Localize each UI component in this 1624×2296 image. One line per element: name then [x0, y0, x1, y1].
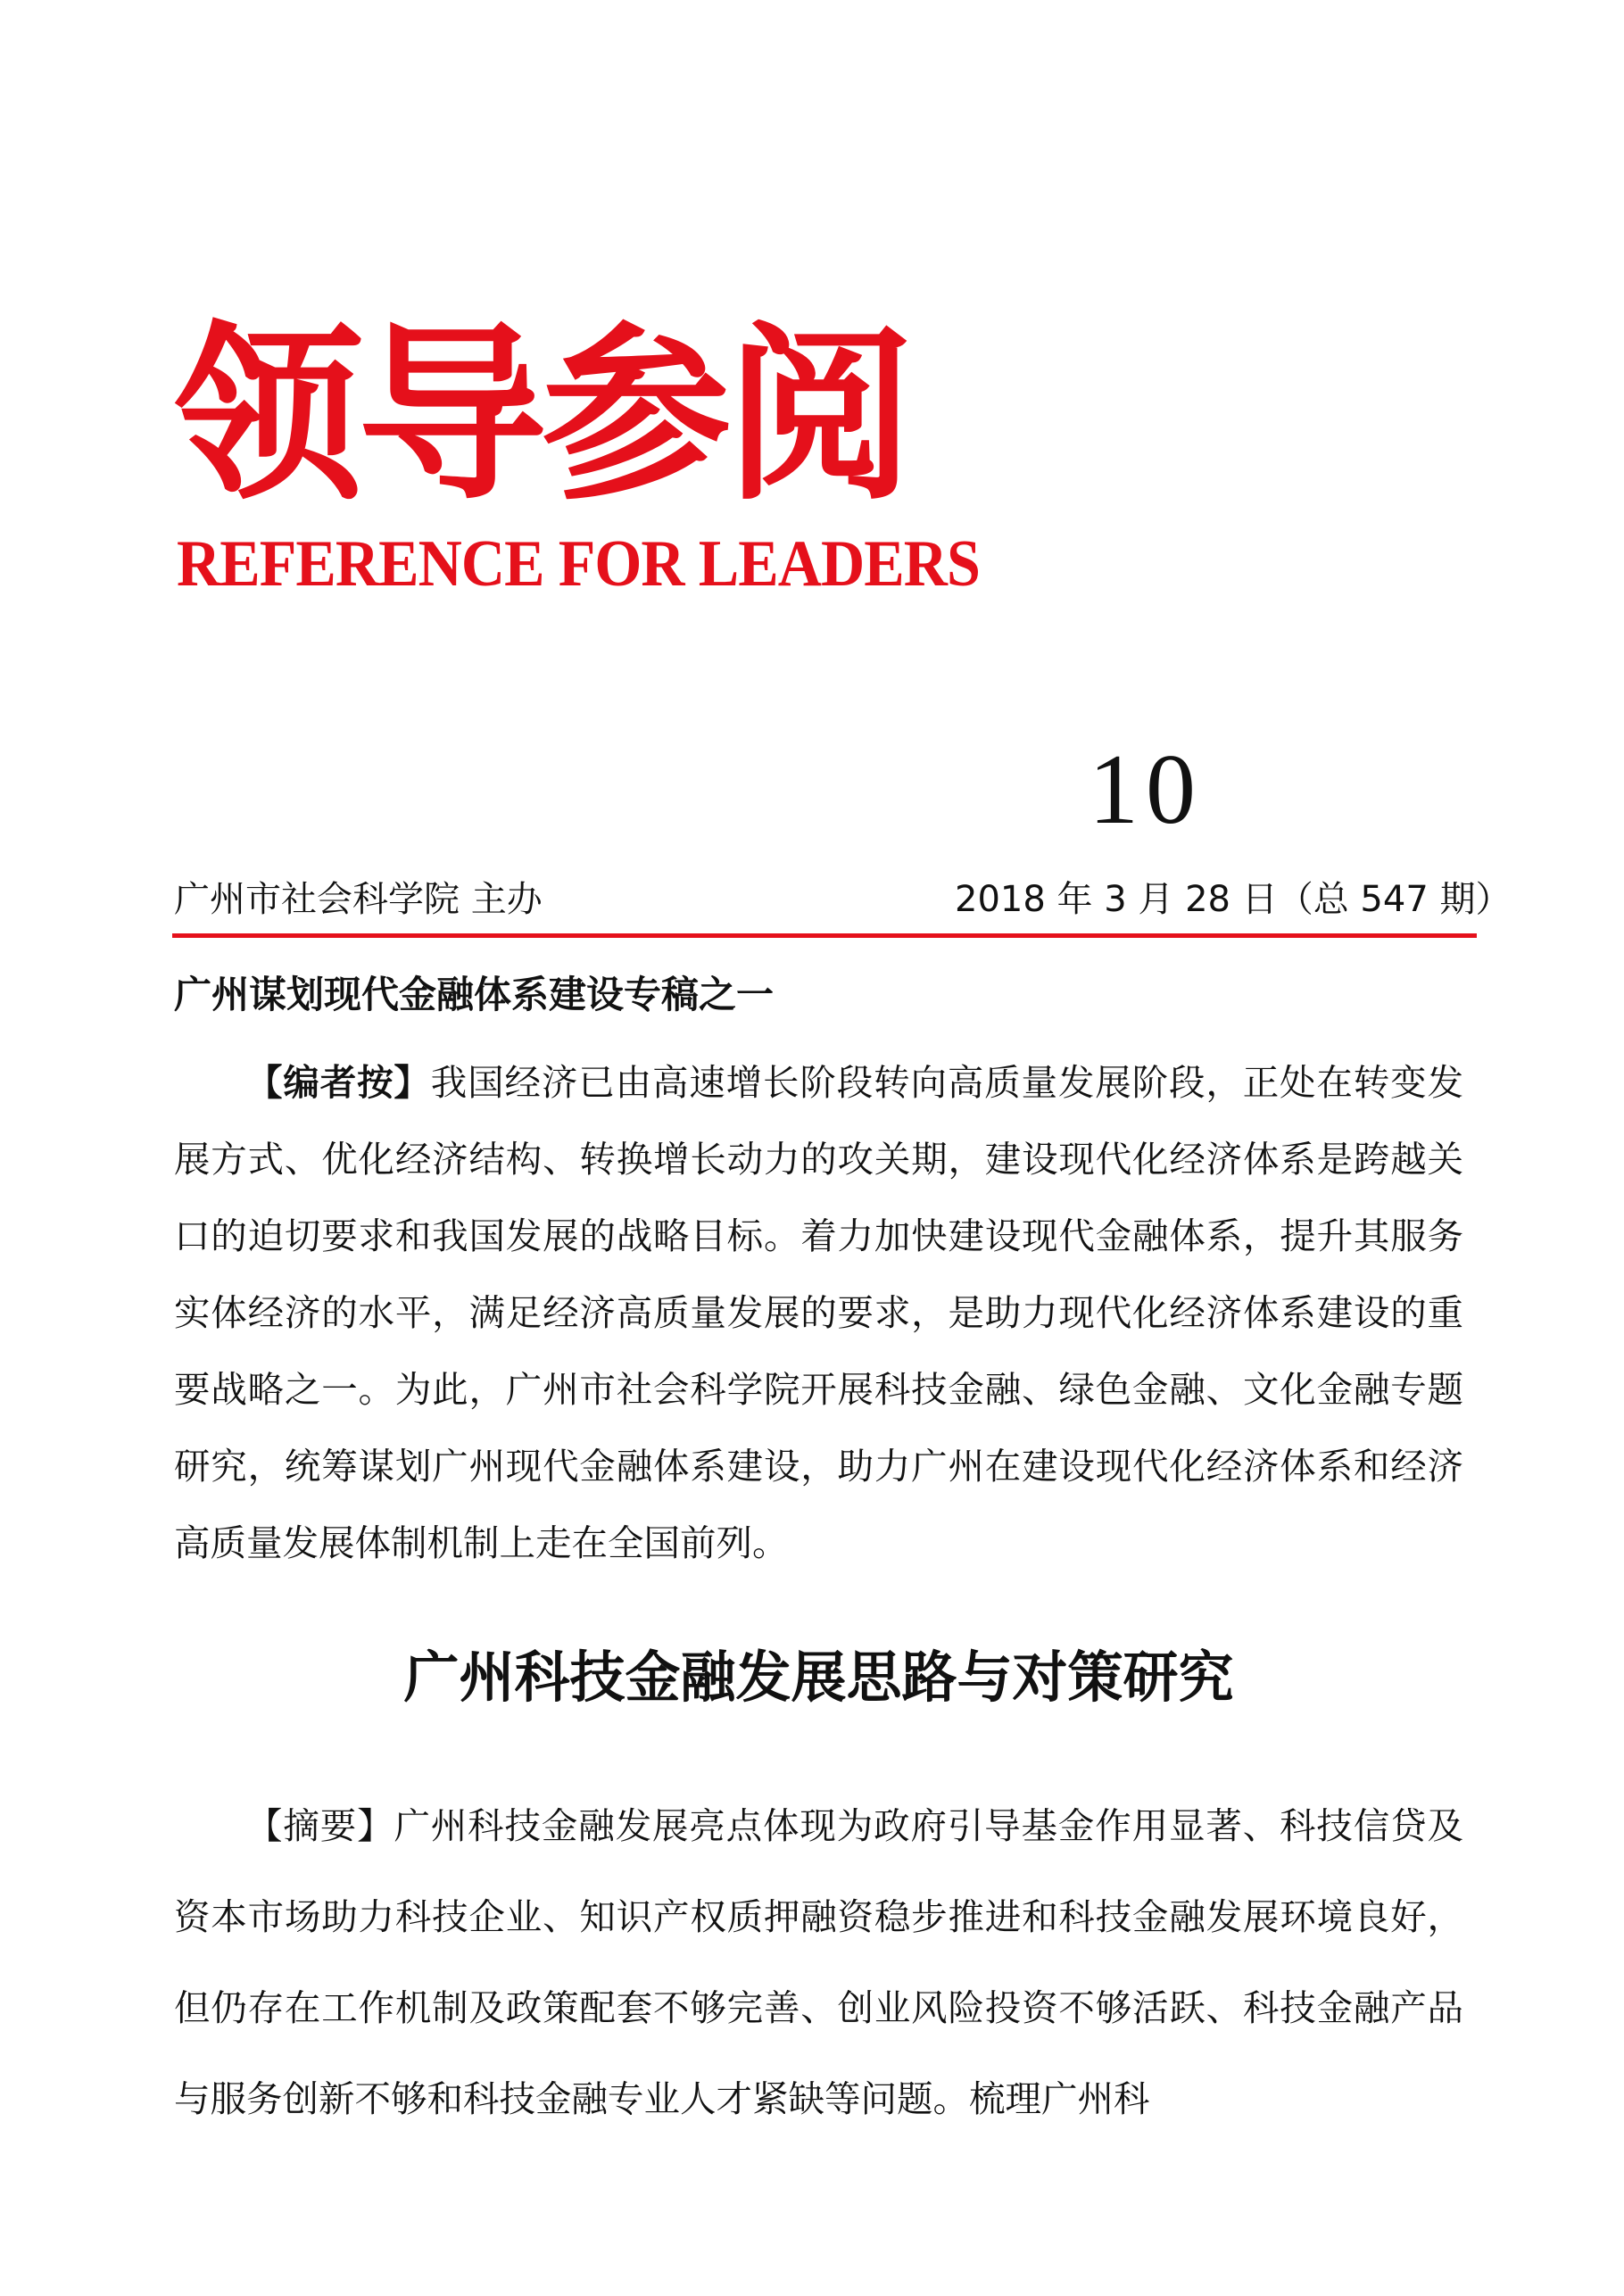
publisher-line: 广州市社会科学院 主办 [174, 879, 543, 920]
abstract [174, 1780, 1463, 2144]
editor-note [174, 1044, 1463, 1581]
masthead-english-title: REFERENCE FOR LEADERS [177, 527, 980, 601]
header-divider [172, 933, 1477, 938]
issue-number: 10 [1089, 734, 1203, 845]
abstract-text: 广州科技金融发展亮点体现为政府引导基金作用显著、科技信贷及资本市场助力科技企业、知识产权质押融资稳步推进和科技金融发展环境良好，但仍存在工作机制及政策配套不够完善、创业风险投资不够活跃、科技金融产品与服务创新不够和科技金融专业人才紧缺等问题。梳理广州科 [174, 1804, 1463, 2120]
editor-note-text: 我国经济已由高速增长阶段转向高质量发展阶段，正处在转变发展方式、优化经济结构、转换增长动力的攻关期，建设现代化经济体系是跨越关口的迫切要求和我国发展的战略目标。着力加快建设现代金融体系，提升其服务实体经济的水平，满足经济高质量发展的要求，是助力现代化经济体系建设的重要战略之一。为此，广州市社会科学院开展科技金融、绿色金融、文化金融专题研究，统筹谋划广州现代金融体系建设，助力广州在建设现代化经济体系和经济高质量发展体制机制上走在全国前列。 [174, 1061, 1463, 1564]
abstract-label: 【摘要】 [246, 1804, 394, 1847]
series-title: 广州谋划现代金融体系建设专稿之一 [174, 973, 775, 1016]
editor-note-label: 【编者按】 [246, 1061, 431, 1104]
masthead-chinese-title: 领导参阅 [174, 303, 909, 526]
issue-date: 2018 年 3 月 28 日（总 547 期） [955, 879, 1512, 920]
article-title: 广州科技金融发展思路与对策研究 [403, 1645, 1234, 1710]
